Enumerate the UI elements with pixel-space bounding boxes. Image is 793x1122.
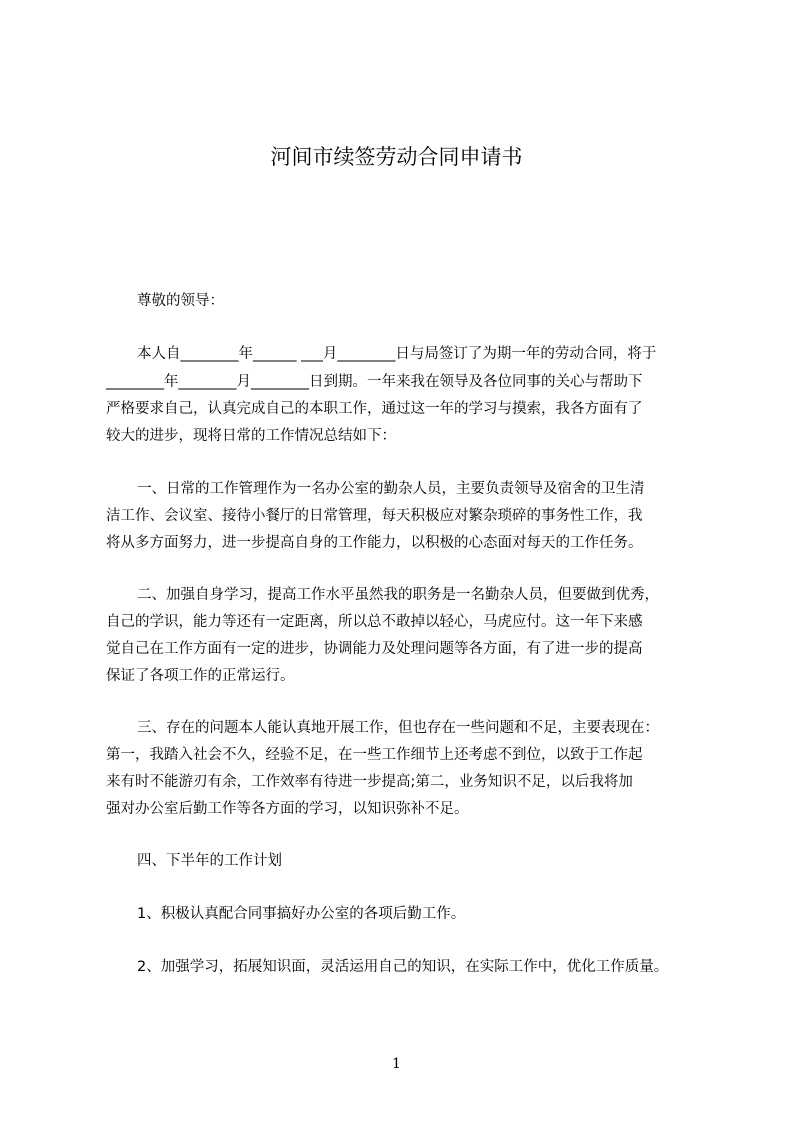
section-1-line-2: 洁工作、会议室、接待小餐厅的日常管理，每天积极应对繁杂琐碎的事务性工作，我 xyxy=(106,508,643,524)
page-number: 1 xyxy=(392,1056,401,1072)
section-3-line-1: 三、存在的问题本人能认真地开展工作，但也存在一些问题和不足，主要表现在： xyxy=(137,720,659,736)
section-3-line-4: 强对办公室后勤工作等各方面的学习，以知识弥补不足。 xyxy=(106,801,469,817)
intro-line-3: 严格要求自己，认真完成自己的本职工作，通过这一年的学习与摸索，我各方面有了 xyxy=(106,401,643,417)
plan-item-2: 2、加强学习，拓展知识面，灵活运用自己的知识，在实际工作中，优化工作质量。 xyxy=(137,959,669,975)
section-3-line-3: 来有时不能游刃有余，工作效率有待进一步提高;第二，业务知识不足，以后我将加 xyxy=(106,774,633,790)
document-title: 河间市续签劳动合同申请书 xyxy=(270,145,523,169)
section-2-line-2: 自己的学识，能力等还有一定距离，所以总不敢掉以轻心，马虎应付。这一年下来感 xyxy=(106,614,643,630)
intro-line-2: ________年________月________日到期。一年来我在领导及各位同事的关心与帮助下 xyxy=(106,374,643,390)
section-2-line-4: 保证了各项工作的正常运行。 xyxy=(106,668,295,684)
intro-line-1: 本人自________年______ ___月________日与局签订了为期一年的劳动合同，将于 xyxy=(137,346,657,362)
section-2-line-3: 觉自己在工作方面有一定的进步，协调能力及处理问题等各方面，有了进一步的提高 xyxy=(106,641,643,657)
plan-item-1: 1、积极认真配合同事搞好办公室的各项后勤工作。 xyxy=(137,906,466,922)
section-2-line-1: 二、加强自身学习，提高工作水平虽然我的职务是一名勤杂人员，但要做到优秀， xyxy=(137,587,659,603)
section-4-heading: 四、下半年的工作计划 xyxy=(137,853,282,869)
intro-line-4: 较大的进步，现将日常的工作情况总结如下： xyxy=(106,428,396,444)
section-1-line-1: 一、日常的工作管理作为一名办公室的勤杂人员，主要负责领导及宿舍的卫生清 xyxy=(137,481,645,497)
section-3-line-2: 第一，我踏入社会不久，经验不足，在一些工作细节上还考虑不到位，以致于工作起 xyxy=(106,747,643,763)
section-1-line-3: 将从多方面努力，进一步提高自身的工作能力，以积极的心态面对每天的工作任务。 xyxy=(106,535,643,551)
salutation: 尊敬的领导： xyxy=(137,293,224,309)
